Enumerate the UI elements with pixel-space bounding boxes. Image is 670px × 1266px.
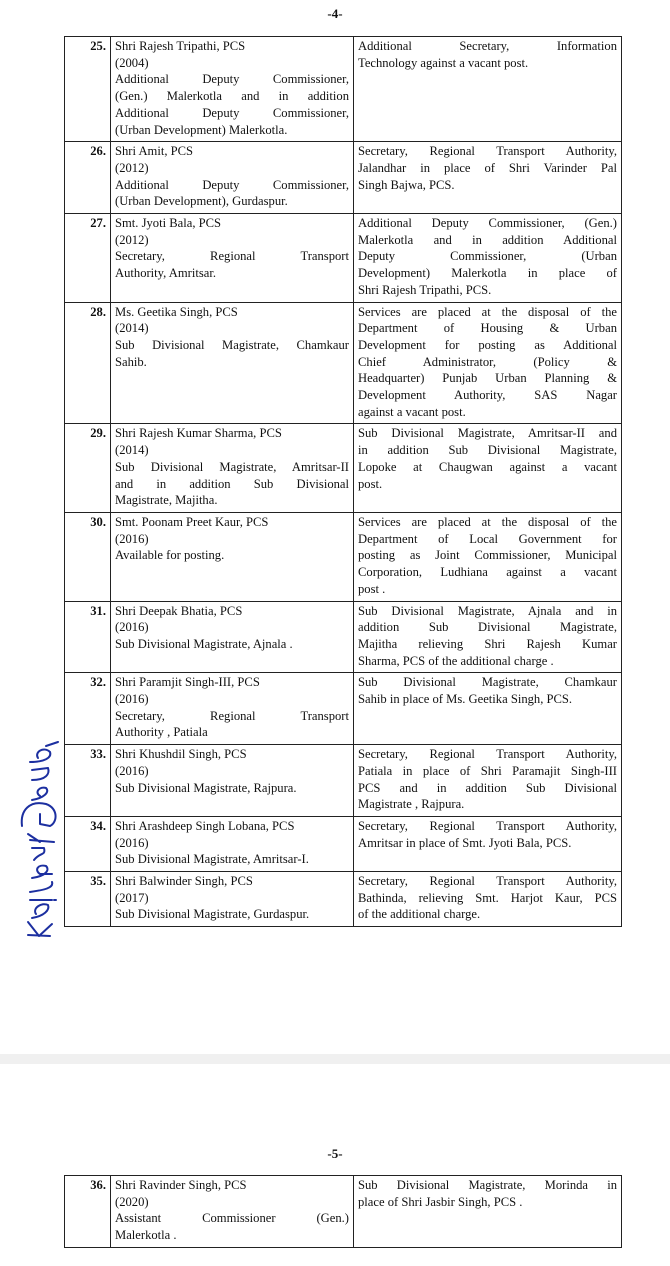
current-posting-line: (Urban Development) Malerkotla. xyxy=(115,122,288,137)
officer-cell xyxy=(111,816,354,871)
new-posting-line: Sub Divisional Magistrate, Chamkaur xyxy=(358,675,617,690)
officer-batch: (2016) xyxy=(115,763,149,778)
serial-number: 34. xyxy=(65,816,111,871)
officer-name: Shri Rajesh Tripathi, PCS xyxy=(115,39,246,53)
page-separator xyxy=(0,1054,670,1064)
new-posting-line: Sub Divisional Magistrate, Ajnala and in xyxy=(358,603,617,618)
current-posting-line: Sub Divisional Magistrate, Amritsar-II xyxy=(115,459,349,474)
new-posting-line: Sharma, PCS of the additional charge . xyxy=(358,653,554,668)
officer-batch: (2014) xyxy=(115,443,149,458)
serial-number: 25. xyxy=(65,37,111,142)
officer-name: Smt. Jyoti Bala, PCS xyxy=(115,216,222,231)
table-row xyxy=(65,745,622,817)
signature xyxy=(10,740,70,950)
table-row xyxy=(65,37,622,142)
new-posting-line: posting as Joint Commissioner, Municipal xyxy=(358,548,617,563)
new-posting-line: Majitha relieving Shri Rajesh Kumar xyxy=(358,636,617,651)
new-posting-line: Bathinda, relieving Smt. Harjot Kaur, PCS xyxy=(358,890,617,905)
officer-cell xyxy=(111,745,354,817)
current-posting-line: (Urban Development), Gurdaspur. xyxy=(115,194,288,209)
current-posting-line: Additional Deputy Commissioner, xyxy=(115,177,349,192)
page-5 xyxy=(0,1064,670,1266)
officer-name: Smt. Poonam Preet Kaur, PCS xyxy=(115,514,269,529)
officer-batch: (2016) xyxy=(115,531,149,546)
new-posting-cell xyxy=(354,214,622,303)
officer-cell xyxy=(111,302,354,424)
table-row xyxy=(65,1176,622,1248)
current-posting-line: Sub Divisional Magistrate, Chamkaur xyxy=(115,337,349,352)
officer-cell xyxy=(111,37,354,142)
new-posting-line: Amritsar in place of Smt. Jyoti Bala, PCS. xyxy=(358,835,572,850)
new-posting-cell xyxy=(354,601,622,673)
serial-number: 35. xyxy=(65,872,111,927)
new-posting-line: Department of Local Government for xyxy=(358,531,617,546)
current-posting-line: Sub Divisional Magistrate, Rajpura. xyxy=(115,780,297,795)
new-posting-line: Headquarter) Punjab Urban Planning & xyxy=(358,371,617,386)
new-posting-line: in addition Sub Divisional Magistrate, xyxy=(358,443,617,458)
new-posting-line: Shri Rajesh Tripathi, PCS. xyxy=(358,282,492,297)
table-row xyxy=(65,142,622,214)
new-posting-line: Additional Deputy Commissioner, (Gen.) xyxy=(358,216,617,231)
new-posting-line: addition Sub Divisional Magistrate, xyxy=(358,620,617,635)
serial-number: 28. xyxy=(65,302,111,424)
current-posting-line: Assistant Commissioner (Gen.) xyxy=(115,1211,349,1226)
new-posting-line: Secretary, Regional Transport Authority, xyxy=(358,144,617,159)
current-posting-line: (Gen.) Malerkotla and in addition xyxy=(115,89,349,104)
table-row xyxy=(65,872,622,927)
new-posting-line: Department of Housing & Urban xyxy=(358,321,617,336)
officer-batch: (2014) xyxy=(115,321,149,336)
table-row xyxy=(65,601,622,673)
officer-batch: (2017) xyxy=(115,890,149,905)
new-posting-line: of the additional charge. xyxy=(358,907,481,922)
current-posting-line: Sahib. xyxy=(115,354,147,369)
new-posting-line: post . xyxy=(358,581,386,596)
transfer-table xyxy=(64,36,622,927)
officer-cell xyxy=(111,1176,354,1248)
new-posting-line: Secretary, Regional Transport Authority, xyxy=(358,874,617,889)
officer-cell xyxy=(111,142,354,214)
new-posting-line: Development Authority, SAS Nagar xyxy=(358,388,617,403)
new-posting-line: Patiala in place of Shri Paramajit Singh-III xyxy=(358,763,617,778)
serial-number: 29. xyxy=(65,424,111,513)
new-posting-line: Development for posting as Additional xyxy=(358,337,617,352)
officer-name: Shri Balwinder Singh, PCS xyxy=(115,874,253,889)
new-posting-cell xyxy=(354,424,622,513)
serial-number: 32. xyxy=(65,673,111,745)
officer-name: Shri Rajesh Kumar Sharma, PCS xyxy=(115,426,282,441)
new-posting-line: Services are placed at the disposal of the xyxy=(358,514,617,529)
new-posting-cell xyxy=(354,142,622,214)
table-row xyxy=(65,673,622,745)
serial-number: 26. xyxy=(65,142,111,214)
current-posting-line: and in addition Sub Divisional xyxy=(115,476,349,491)
new-posting-line: PCS and in addition Sub Divisional xyxy=(358,780,617,795)
officer-batch: (2012) xyxy=(115,160,149,175)
new-posting-cell xyxy=(354,816,622,871)
officer-cell xyxy=(111,673,354,745)
new-posting-line: Magistrate , Rajpura. xyxy=(358,797,465,812)
table-row xyxy=(65,214,622,303)
serial-number: 30. xyxy=(65,512,111,601)
new-posting-cell xyxy=(354,872,622,927)
officer-cell xyxy=(111,512,354,601)
officer-batch: (2016) xyxy=(115,620,149,635)
officer-name: Shri Khushdil Singh, PCS xyxy=(115,747,247,762)
new-posting-line: Corporation, Ludhiana against a vacant xyxy=(358,565,617,580)
new-posting-line: Secretary, Regional Transport Authority, xyxy=(358,818,617,833)
table-row xyxy=(65,816,622,871)
serial-number: 31. xyxy=(65,601,111,673)
new-posting-line: post. xyxy=(358,476,383,491)
current-posting-line: Sub Divisional Magistrate, Gurdaspur. xyxy=(115,907,310,922)
current-posting-line: Sub Divisional Magistrate, Ajnala . xyxy=(115,636,293,651)
new-posting-line: Sahib in place of Ms. Geetika Singh, PCS. xyxy=(358,692,573,707)
current-posting-line: Authority , Patiala xyxy=(115,725,208,740)
current-posting-line: Additional Deputy Commissioner, xyxy=(115,105,349,120)
current-posting-line: Additional Deputy Commissioner, xyxy=(115,72,349,87)
officer-name: Shri Ravinder Singh, PCS xyxy=(115,1178,247,1192)
new-posting-line: Chief Administrator, (Policy & xyxy=(358,354,617,369)
officer-batch: (2012) xyxy=(115,232,149,247)
table-row xyxy=(65,512,622,601)
table-row xyxy=(65,302,622,424)
officer-batch: (2004) xyxy=(115,55,149,70)
officer-cell xyxy=(111,601,354,673)
page-number: -4- xyxy=(327,6,343,21)
serial-number: 33. xyxy=(65,745,111,817)
new-posting-line: Technology against a vacant post. xyxy=(358,55,529,70)
current-posting-line: Magistrate, Majitha. xyxy=(115,493,218,508)
new-posting-line: Services are placed at the disposal of the xyxy=(358,304,617,319)
officer-name: Shri Amit, PCS xyxy=(115,144,194,159)
new-posting-line: Jalandhar in place of Shri Varinder Pal xyxy=(358,160,617,175)
new-posting-cell xyxy=(354,302,622,424)
new-posting-line: Malerkotla and in addition Additional xyxy=(358,232,617,247)
new-posting-line: place of Shri Jasbir Singh, PCS . xyxy=(358,1194,523,1209)
officer-name: Shri Paramjit Singh-III, PCS xyxy=(115,675,260,690)
new-posting-line: Development) Malerkotla in place of xyxy=(358,266,617,281)
new-posting-line: Lopoke at Chaugwan against a vacant xyxy=(358,459,617,474)
officer-cell xyxy=(111,872,354,927)
page-number: -5- xyxy=(327,1146,343,1161)
current-posting-line: Secretary, Regional Transport xyxy=(115,708,349,723)
new-posting-line: against a vacant post. xyxy=(358,404,466,419)
officer-batch: (2020) xyxy=(115,1194,149,1209)
transfer-table xyxy=(64,1175,622,1248)
new-posting-line: Sub Divisional Magistrate, Amritsar-II and xyxy=(358,426,617,441)
current-posting-line: Authority, Amritsar. xyxy=(115,266,216,281)
officer-batch: (2016) xyxy=(115,835,149,850)
current-posting-line: Malerkotla . xyxy=(115,1228,177,1243)
new-posting-cell xyxy=(354,745,622,817)
new-posting-cell xyxy=(354,1176,622,1248)
new-posting-line: Secretary, Regional Transport Authority, xyxy=(358,747,617,762)
new-posting-line: Singh Bajwa, PCS. xyxy=(358,177,455,192)
current-posting-line: Secretary, Regional Transport xyxy=(115,249,349,264)
new-posting-line: Deputy Commissioner, (Urban xyxy=(358,249,617,264)
new-posting-cell xyxy=(354,37,622,142)
officer-batch: (2016) xyxy=(115,692,149,707)
officer-cell xyxy=(111,424,354,513)
new-posting-cell xyxy=(354,512,622,601)
new-posting-line: Sub Divisional Magistrate, Morinda in xyxy=(358,1178,617,1192)
officer-name: Shri Deepak Bhatia, PCS xyxy=(115,603,243,618)
current-posting-line: Available for posting. xyxy=(115,548,225,563)
serial-number: 27. xyxy=(65,214,111,303)
serial-number: 36. xyxy=(65,1176,111,1248)
officer-name: Ms. Geetika Singh, PCS xyxy=(115,304,238,319)
current-posting-line: Sub Divisional Magistrate, Amritsar-I. xyxy=(115,852,309,867)
officer-name: Shri Arashdeep Singh Lobana, PCS xyxy=(115,818,295,833)
new-posting-cell xyxy=(354,673,622,745)
table-row xyxy=(65,424,622,513)
new-posting-line: Additional Secretary, Information xyxy=(358,39,617,53)
officer-cell xyxy=(111,214,354,303)
